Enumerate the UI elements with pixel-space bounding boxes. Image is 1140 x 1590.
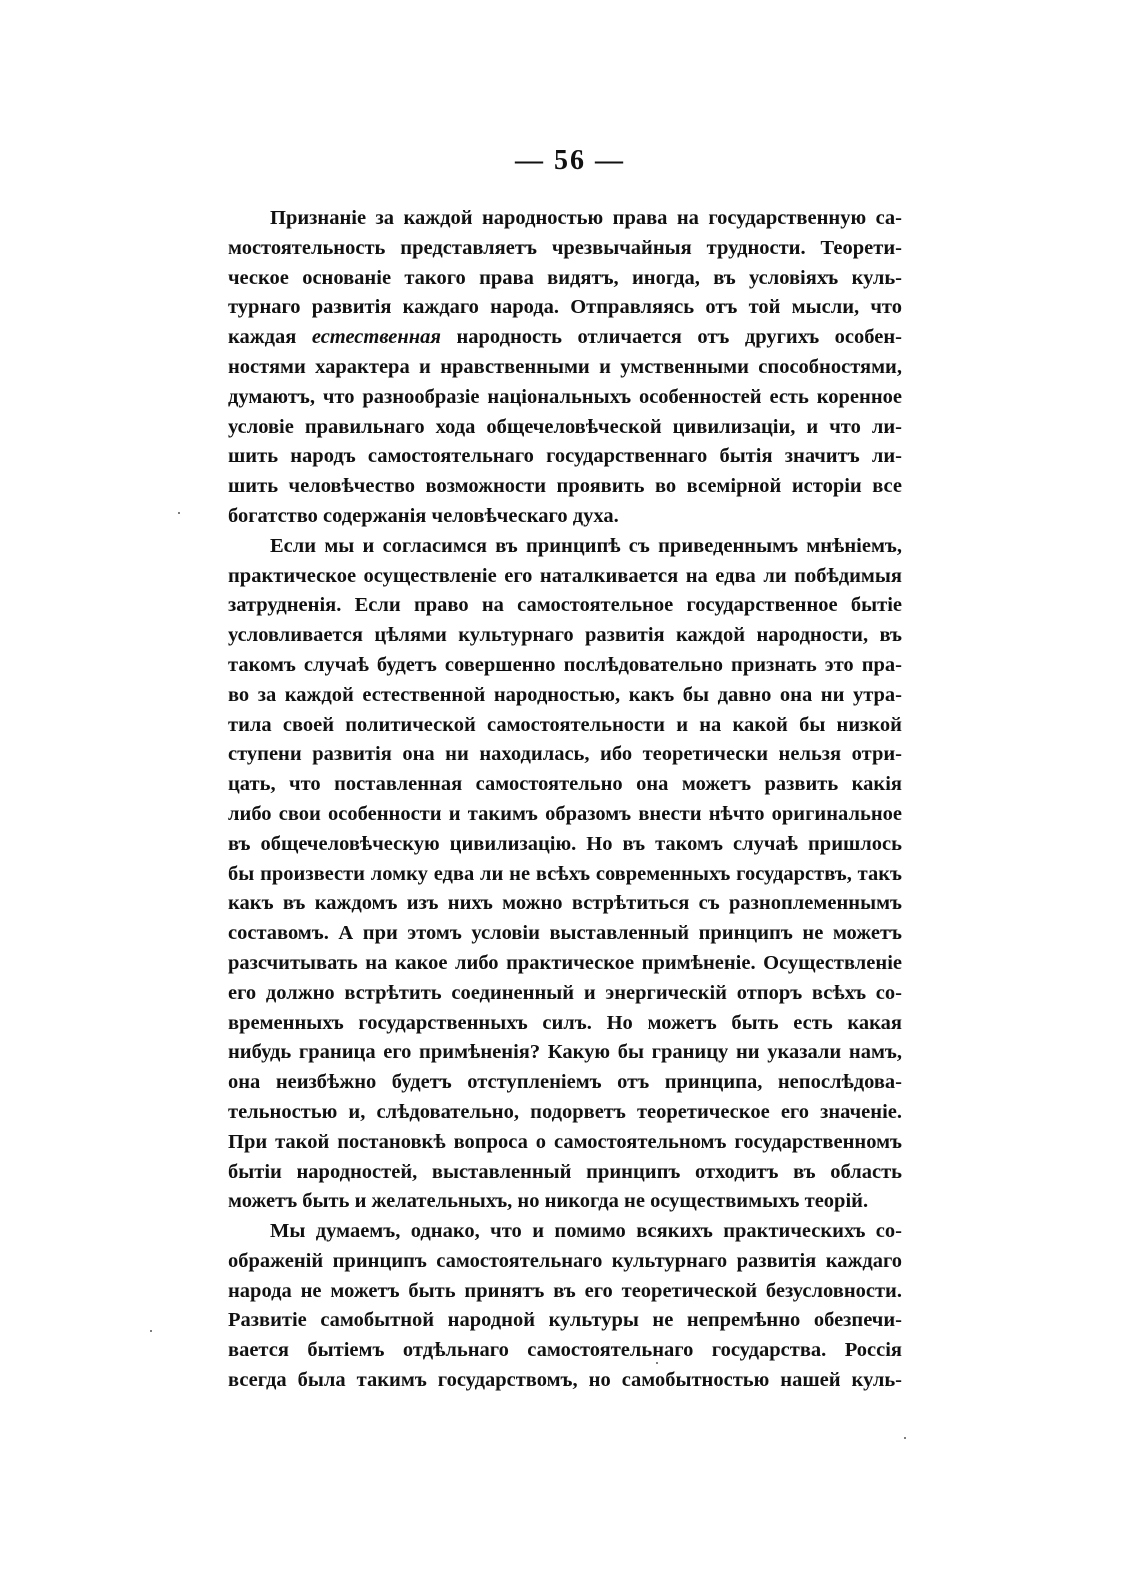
- text-line: Развитіе самобытной народной культуры не непремѣнно обезпечи-: [228, 1309, 902, 1332]
- text-line: либо свои особенности и такимъ образомъ внести нѣчто оригинальное: [228, 802, 902, 825]
- text-line: ностями характера и нравственными и умственными способностями,: [228, 355, 902, 378]
- text-line: мостоятельность представляетъ чрезвычайныя трудности. Теорети-: [228, 236, 902, 259]
- text-line: разсчитывать на какое либо практическое примѣненіе. Осуществленіе: [228, 951, 902, 974]
- text-line: во за каждой естественной народностью, какъ бы давно она ни утра-: [228, 683, 902, 706]
- paragraph-1: [228, 204, 902, 532]
- body-text: [228, 204, 902, 1396]
- paragraph-3: [228, 1217, 902, 1396]
- text-line: такомъ случаѣ будетъ совершенно послѣдовательно признать это пра-: [228, 653, 902, 676]
- scan-speck: [178, 512, 180, 514]
- text-line: составомъ. А при этомъ условіи выставленный принципъ не можетъ: [228, 922, 902, 945]
- italic-emphasis: естественная: [311, 326, 441, 349]
- text-line: вается бытіемъ отдѣльнаго самостоятельнаго государства. Россія: [228, 1339, 902, 1362]
- text-line: условіе правильнаго хода общечеловѣческой цивилизаціи, и что ли-: [228, 415, 902, 438]
- text-line: тила своей политической самостоятельности и на какой бы низкой: [228, 713, 902, 736]
- text-line: какъ въ каждомъ изъ нихъ можно встрѣтиться съ разноплеменнымъ: [228, 892, 902, 915]
- text-line: каждая естественная народность отличается отъ другихъ особен-: [228, 326, 902, 349]
- text-line: нибудь граница его примѣненія? Какую бы границу ни указали намъ,: [228, 1041, 902, 1064]
- paragraph-2: [228, 532, 902, 1217]
- text-line: временныхъ государственныхъ силъ. Но можетъ быть есть какая: [228, 1011, 902, 1034]
- text-line: народа не можетъ быть принятъ въ его теоретической безусловности.: [228, 1279, 902, 1302]
- scan-speck: [904, 1437, 906, 1439]
- text-line: условливается цѣлями культурнаго развитія каждой народности, въ: [228, 624, 902, 647]
- text-line: Мы думаемъ, однако, что и помимо всякихъ практическихъ со-: [270, 1220, 902, 1243]
- text-line: его должно встрѣтить соединенный и энергическій отпоръ всѣхъ со-: [228, 981, 902, 1004]
- text-line: затрудненія. Если право на самостоятельное государственное бытіе: [228, 594, 902, 617]
- text-line: ступени развитія она ни находилась, ибо теоретически нельзя отри-: [228, 743, 902, 766]
- text-line: Если мы и согласимся въ принципѣ съ приведеннымъ мнѣніемъ,: [270, 534, 902, 557]
- text-line: ображеній принципъ самостоятельнаго культурнаго развитія каждаго: [228, 1249, 902, 1272]
- text-line: тельностью и, слѣдовательно, подорветъ теоретическое его значеніе.: [228, 1100, 902, 1123]
- text-line: бы произвести ломку едва ли не всѣхъ современныхъ государствъ, такъ: [228, 862, 902, 885]
- text-line: турнаго развитія каждаго народа. Отправляясь отъ той мысли, что: [228, 296, 902, 319]
- scan-speck: [150, 1330, 152, 1332]
- text-line: практическое осуществленіе его наталкивается на едва ли побѣдимыя: [228, 564, 902, 587]
- text-line: можетъ быть и желательныхъ, но никогда не осуществимыхъ теорій.: [228, 1190, 869, 1213]
- text-line: При такой постановкѣ вопроса о самостоятельномъ государственномъ: [228, 1130, 902, 1153]
- page-number: — 56 —: [515, 145, 625, 176]
- text-line: бытіи народностей, выставленный принципъ отходитъ въ область: [228, 1160, 902, 1183]
- text-line: шить человѣчество возможности проявить во всемірной исторіи все: [228, 475, 902, 498]
- text-line: богатство содержанія человѣческаго духа.: [228, 504, 619, 527]
- text-line: въ общечеловѣческую цивилизацію. Но въ такомъ случаѣ пришлось: [228, 832, 902, 855]
- text-line: шить народъ самостоятельнаго государственнаго бытія значитъ ли-: [228, 445, 902, 468]
- text-line: цать, что поставленная самостоятельно она можетъ развить какія: [228, 773, 902, 796]
- scan-speck: [656, 1362, 658, 1364]
- text-line: она неизбѣжно будетъ отступленіемъ отъ принципа, непослѣдова-: [228, 1071, 902, 1094]
- text-line: Признаніе за каждой народностью права на государственную са-: [270, 207, 902, 229]
- text-line: всегда была такимъ государствомъ, но самобытностью нашей куль-: [228, 1369, 902, 1392]
- text-line: ческое основаніе такого права видятъ, иногда, въ условіяхъ куль-: [228, 266, 902, 289]
- text-line: думаютъ, что разнообразіе національныхъ особенностей есть коренное: [228, 385, 902, 408]
